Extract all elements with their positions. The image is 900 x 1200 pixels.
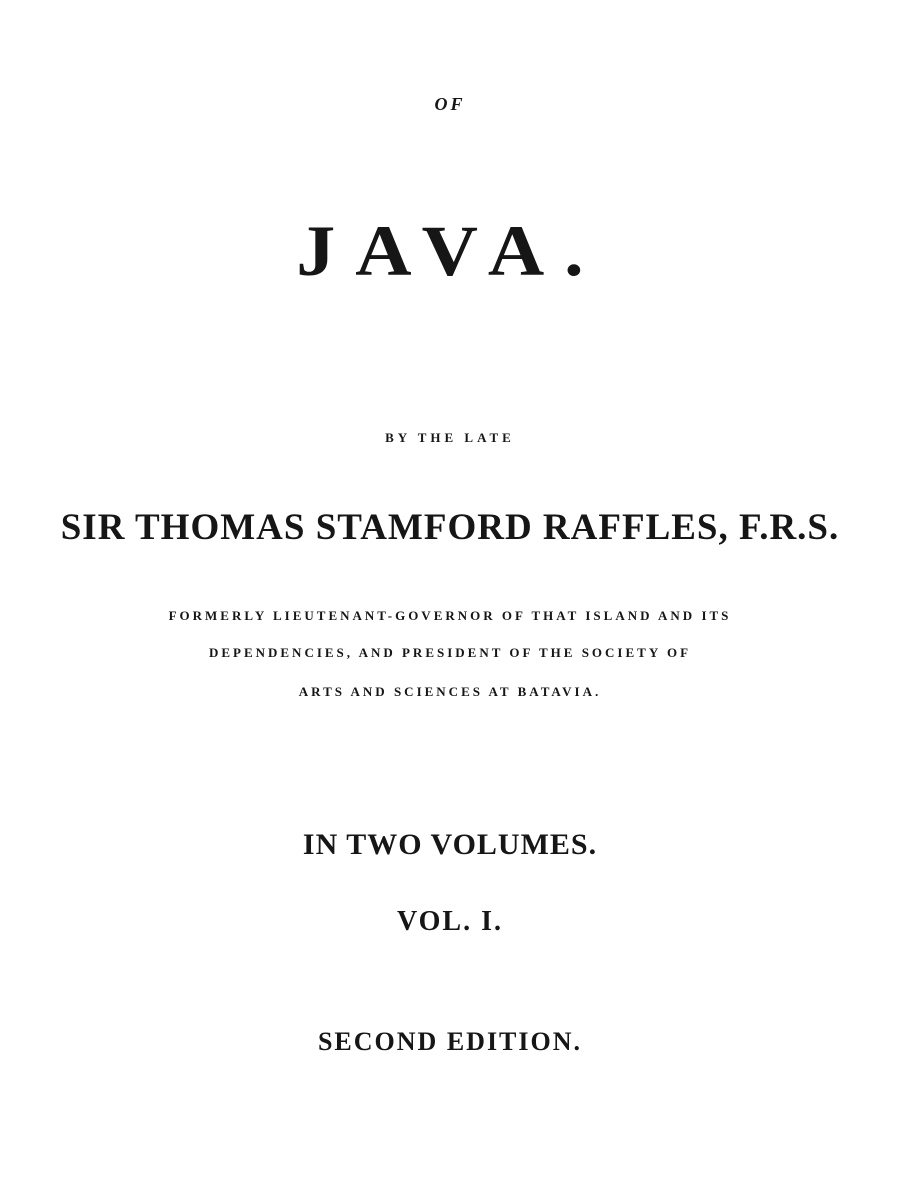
volume-number: VOL. I.: [396, 906, 503, 937]
edition-line: SECOND EDITION.: [317, 1027, 583, 1056]
author-description-line-3: ARTS AND SCIENCES AT BATAVIA.: [298, 684, 602, 699]
of-line: OF: [434, 94, 466, 114]
author-description-line-2: DEPENDENCIES, AND PRESIDENT OF THE SOCIETY OF: [208, 645, 692, 660]
author-name: SIR THOMAS STAMFORD RAFFLES, F.R.S.: [60, 507, 840, 548]
by-line: BY THE LATE: [385, 430, 515, 445]
book-title: JAVA.: [296, 210, 604, 291]
author-description-line-1: FORMERLY LIEUTENANT-GOVERNOR OF THAT ISLAND AND ITS: [168, 608, 732, 623]
volumes-line: IN TWO VOLUMES.: [302, 828, 598, 861]
